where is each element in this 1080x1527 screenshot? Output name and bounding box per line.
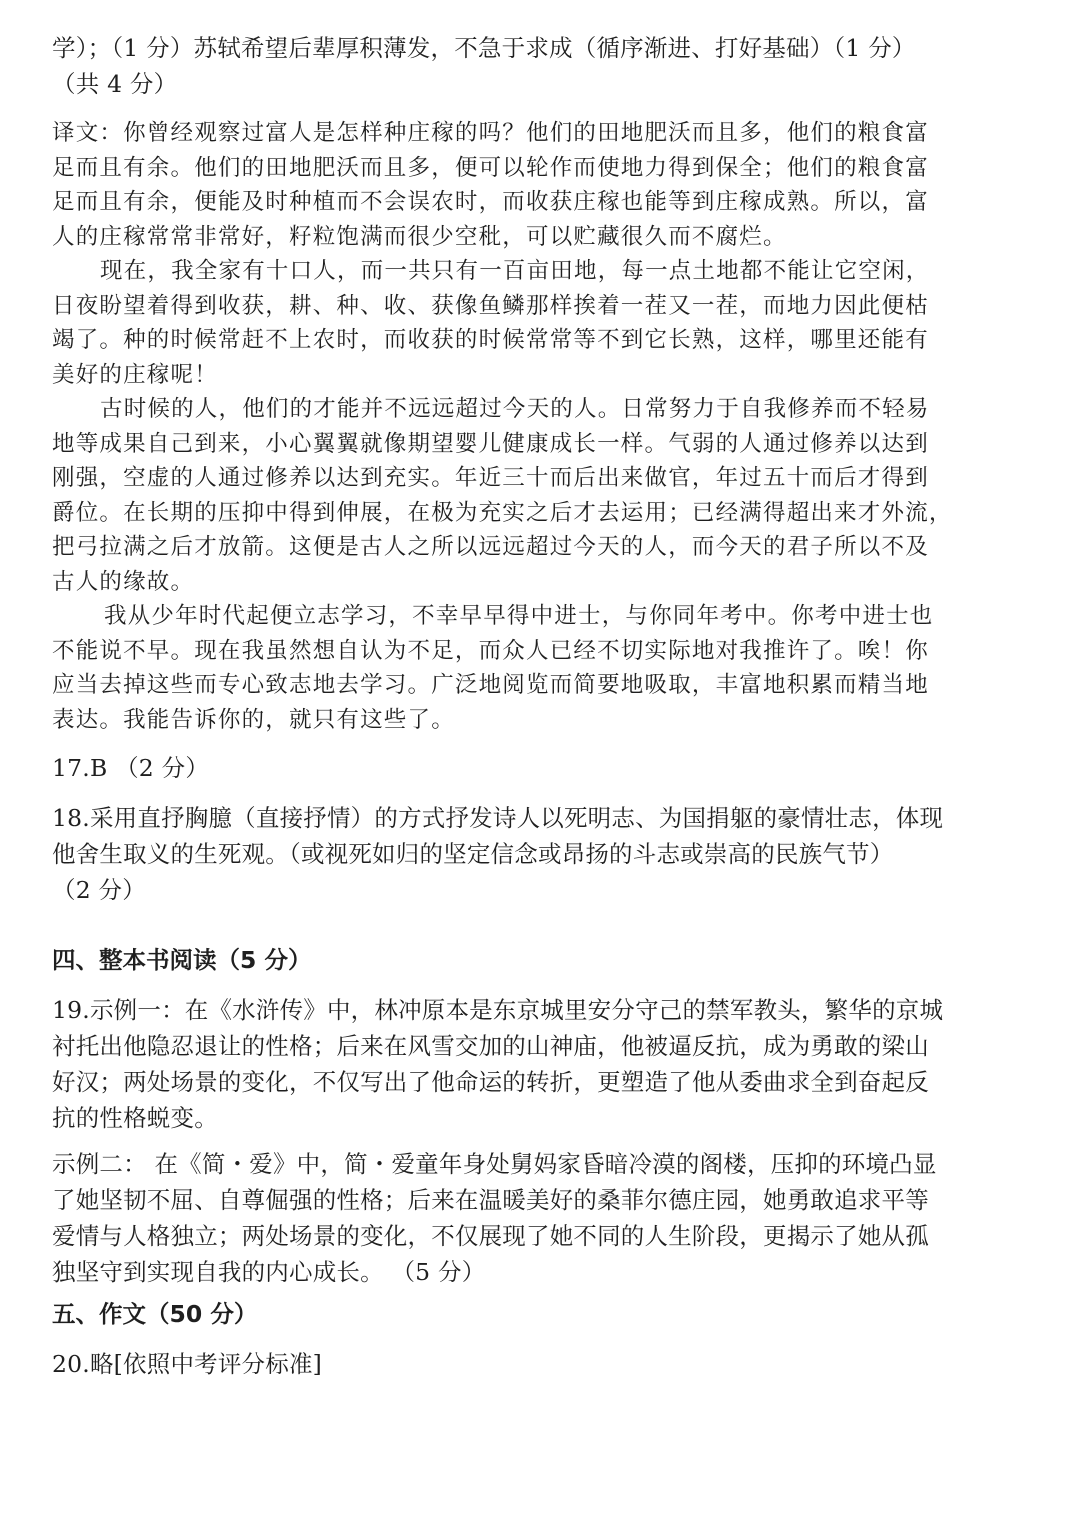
text-line: 美好的庄稼呢！ [52,361,218,388]
text-line: 现在，我全家有十口人，而一共只有一百亩田地，每一点土地都不能让它空闲， [100,258,930,284]
section-four-title: 四、整本书阅读（5 分） [52,946,312,974]
text-line: 人的庄稼常常非常好，籽粒饱满而很少空秕，可以贮藏很久而不腐烂。 [52,223,787,250]
text-line: 竭了。种的时候常赶不上农时，而收获的时候常常等不到它长熟，这样，哪里还能有 [52,327,929,353]
text-line: 译文：你曾经观察过富人是怎样种庄稼的吗？他们的田地肥沃而且多，他们的粮食富 [52,120,929,146]
text-line: 了她坚韧不屈、自尊倔强的性格；后来在温暖美好的桑菲尔德庄园，她勇敢追求平等 [52,1186,929,1214]
text-line: 19.示例一：在《水浒传》中，林冲原本是东京城里安分守己的禁军教头，繁华的京城 [52,996,944,1024]
text-line: 爱情与人格独立；两处场景的变化，不仅展现了她不同的人生阶段，更揭示了她从孤 [52,1222,929,1250]
text-line: 应当去掉这些而专心致志地去学习。广泛地阅览而简要地吸取，丰富地积累而精当地 [52,672,929,698]
text-line: 地等成果自己到来，小心翼翼就像期望婴儿健康成长一样。气弱的人通过修养以达到 [52,430,929,457]
q18-answer [52,800,943,908]
q20-answer: 20.略[依照中考评分标准] [52,1350,323,1378]
q19-example-one [52,992,943,1136]
text-line: 古人的缘故。 [52,568,195,595]
text-line: 衬托出他隐忍退让的性格；后来在风雪交加的山神庙，他被逼反抗，成为勇敢的梁山 [52,1032,929,1060]
text-line: 抗的性格蜕变。 [52,1104,218,1132]
top-block [52,30,916,102]
text-line: 日夜盼望着得到收获，耕、种、收、获像鱼鳞那样挨着一茬又一茬，而地力因此便枯 [52,292,929,319]
text-line: 不能说不早。现在我虽然想自认为不足，而众人已经不切实际地对我推许了。唉！你 [52,637,929,664]
text-line: 刚强，空虚的人通过修养以达到充实。年近三十而后出来做官，年过五十而后才得到 [52,465,929,491]
text-line: 18.采用直抒胸臆（直接抒情）的方式抒发诗人以死明志、为国捐躯的豪情壮志，体现 [52,804,944,832]
text-line: 他舍生取义的生死观。（或视死如归的坚定信念或昂扬的斗志或崇高的民族气节） [52,840,894,868]
q17-answer: 17.B （2 分） [52,754,210,782]
text-line: 学）；（1 分）苏轼希望后辈厚积薄发，不急于求成（循序渐进、打好基础）（1 分） [52,34,916,62]
text-line: 把弓拉满之后才放箭。这便是古人之所以远远超过今天的人，而今天的君子所以不及 [52,534,929,560]
text-line: 古时候的人，他们的才能并不远远超过今天的人。日常努力于自我修养而不轻易 [100,396,930,422]
text-line: 独坚守到实现自我的内心成长。 （5 分） [52,1258,486,1286]
text-line: （共 4 分） [52,70,178,98]
text-line: 我从少年时代起便立志学习，不幸早早得中进士，与你同年考中。你考中进士也 [104,603,934,629]
text-line: 示例二： 在《简・爱》中，简・爱童年身处舅妈家昏暗冷漠的阁楼，压抑的环境凸显 [52,1150,937,1178]
text-line: 爵位。在长期的压抑中得到伸展，在极为充实之后才去运用；已经满得超出来才外流， [52,499,953,526]
section-five-title: 五、作文（50 分） [52,1300,258,1328]
text-line: （2 分） [52,876,146,904]
text-line: 足而且有余。他们的田地肥沃而且多，便可以轮作而使地力得到保全；他们的粮食富 [52,154,929,181]
text-line: 表达。我能告诉你的，就只有这些了。 [52,706,455,733]
text-line: 足而且有余，便能及时种植而不会误农时，而收获庄稼也能等到庄稼成熟。所以，富 [52,189,929,215]
translation-block [52,116,953,737]
text-line: 好汉；两处场景的变化，不仅写出了他命运的转折，更塑造了他从委曲求全到奋起反 [52,1068,929,1096]
q19-example-two [52,1146,937,1290]
